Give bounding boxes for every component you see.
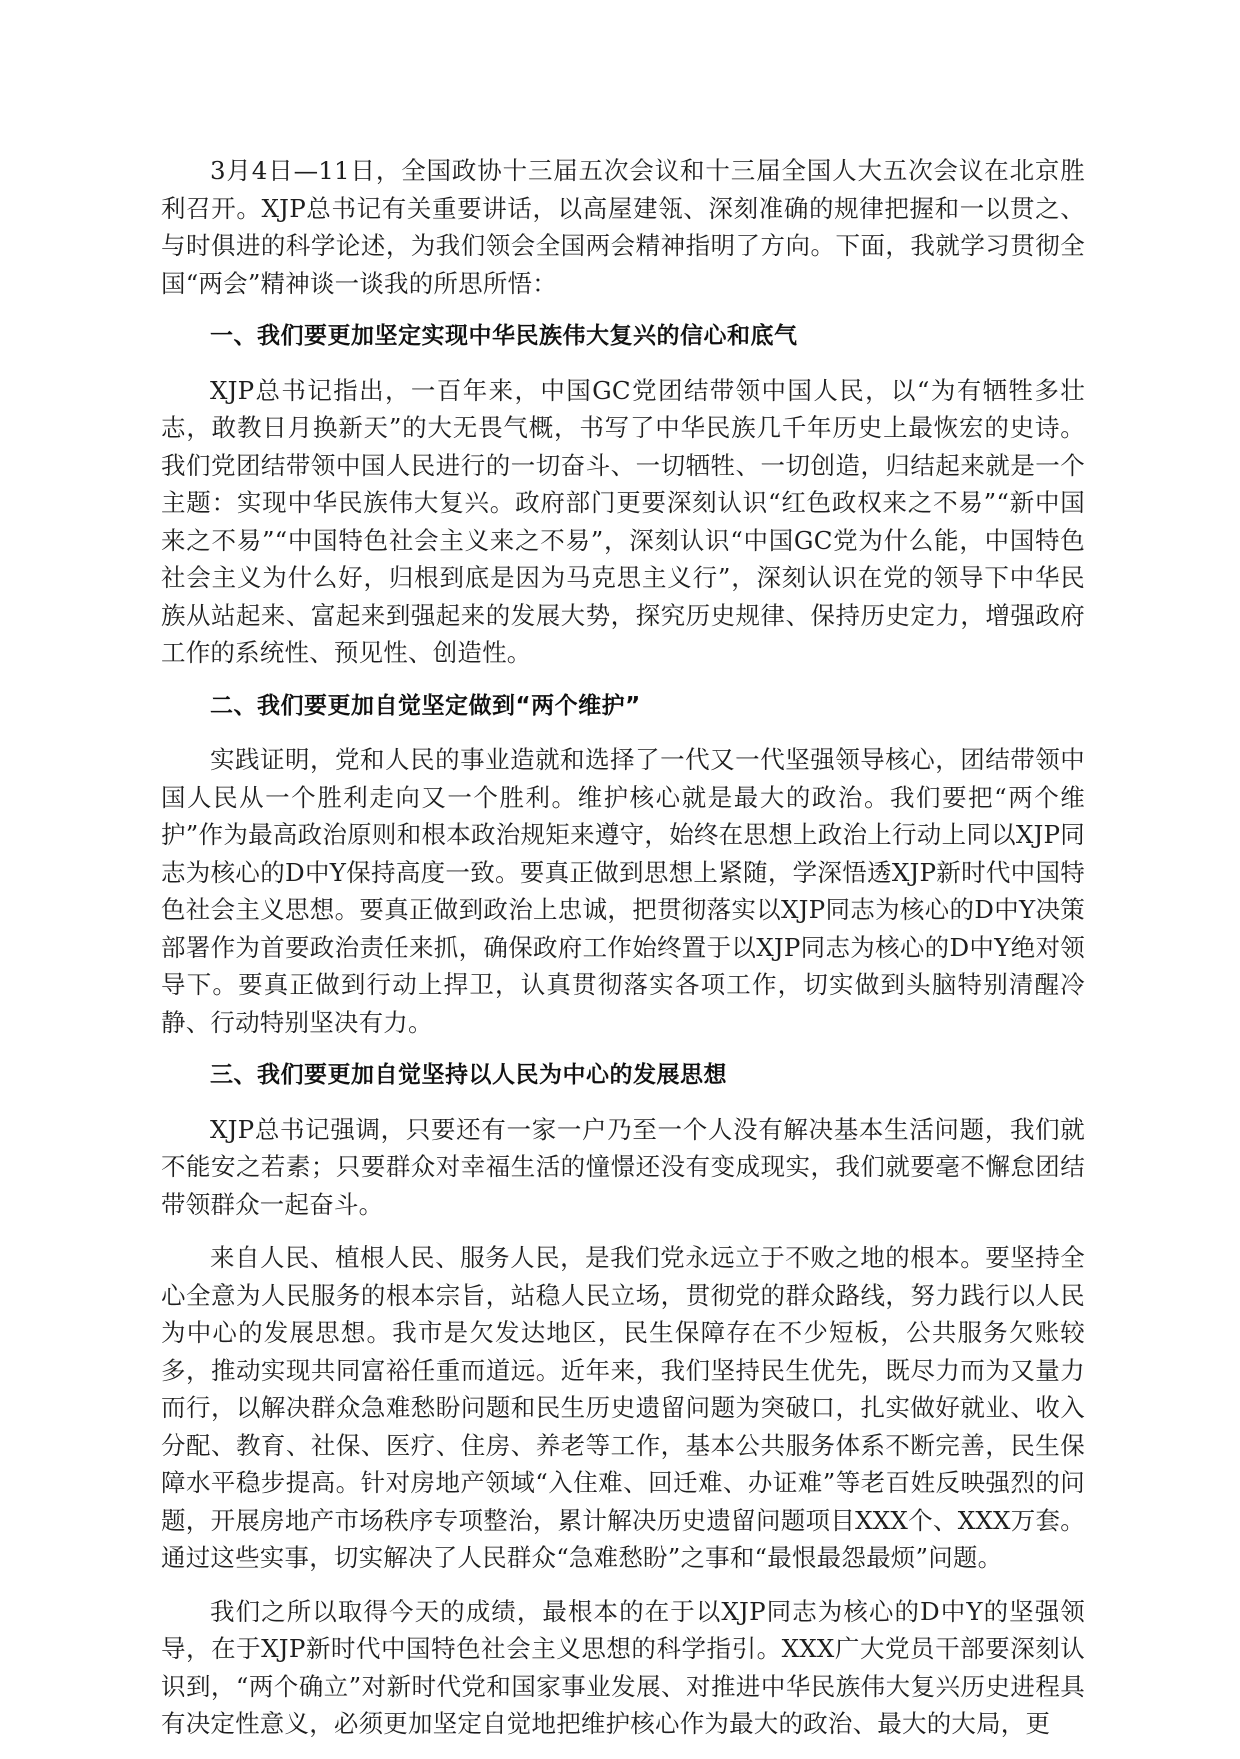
section-heading-1: 一、我们要更加坚定实现中华民族伟大复兴的信心和底气 <box>210 323 798 349</box>
section-2-paragraph: 实践证明，党和人民的事业造就和选择了一代又一代坚强领导核心，团结带领中国人民从一个胜利走向又一个胜利。维护核心就是最大的政治。我们要把“两个维护”作为最高政治原则和根本政治规矩来遵守，始终在思想上政治上行动上同以XJP同志为核心的D中Y保持高度一致。要真正做到思想上紧随，学深悟透XJP新时代中国特色社会主义思想。要真正做到政治上忠诚，把贯彻落实以XJP同志为核心的D中Y决策部署作为首要政治责任来抓，确保政府工作始终置于以XJP同志为核心的D中Y绝对领导下。要真正做到行动上捍卫，认真贯彻落实各项工作，切实做到头脑特别清醒冷静、行动特别坚决有力。 <box>161 745 1085 1037</box>
section-3-paragraph-2: 来自人民、植根人民、服务人民，是我们党永远立于不败之地的根本。要坚持全心全意为人民服务的根本宗旨，站稳人民立场，贯彻党的群众路线，努力践行以人民为中心的发展思想。我市是欠发达地区，民生保障存在不少短板，公共服务欠账较多，推动实现共同富裕任重而道远。近年来，我们坚持民生优先，既尽力而为又量力而行，以解决群众急难愁盼问题和民生历史遗留问题为突破口，扎实做好就业、收入分配、教育、社保、医疗、住房、养老等工作，基本公共服务体系不断完善，民生保障水平稳步提高。针对房地产领域“入住难、回迁难、办证难”等老百姓反映强烈的问题，开展房地产市场秩序专项整治，累计解决历史遗留问题项目XXX个、XXX万套。通过这些实事，切实解决了人民群众“急难愁盼”之事和“最恨最怨最烦”问题。 <box>161 1243 1085 1572</box>
document-body <box>161 152 1085 1759</box>
section-1-paragraph: XJP总书记指出，一百年来，中国GC党团结带领中国人民，以“为有牺牲多壮志，敢教日月换新天”的大无畏气概，书写了中华民族几千年历史上最恢宏的史诗。我们党团结带领中国人民进行的一切奋斗、一切牺牲、一切创造，归结起来就是一个主题：实现中华民族伟大复兴。政府部门更要深刻认识“红色政权来之不易”“新中国来之不易”“中国特色社会主义来之不易”，深刻认识“中国GC党为什么能，中国特色社会主义为什么好，归根到底是因为马克思主义行”，深刻认识在党的领导下中华民族从站起来、富起来到强起来的发展大势，探究历史规律、保持历史定力，增强政府工作的系统性、预见性、创造性。 <box>161 375 1085 667</box>
section-heading-3: 三、我们要更加自觉坚持以人民为中心的发展思想 <box>210 1062 727 1088</box>
section-3-paragraph-3: 我们之所以取得今天的成绩，最根本的在于以XJP同志为核心的D中Y的坚强领导，在于XJP新时代中国特色社会主义思想的科学指引。XXX广大党员干部要深刻认识到，“两个确立”对新时代党和国家事业发展、对推进中华民族伟大复兴历史进程具有决定性意义，必须更加坚定自觉地把维护核心作为最大的政治、最大的大局，更 <box>161 1596 1085 1738</box>
section-heading-2: 二、我们要更加自觉坚定做到“两个维护” <box>210 692 641 719</box>
section-3-paragraph-1: XJP总书记强调，只要还有一家一户乃至一个人没有解决基本生活问题，我们就不能安之若素；只要群众对幸福生活的憧憬还没有变成现实，我们就要毫不懈怠团结带领群众一起奋斗。 <box>161 1114 1085 1219</box>
intro-paragraph: 3月4日—11日，全国政协十三届五次会议和十三届全国人大五次会议在北京胜利召开。XJP总书记有关重要讲话，以高屋建瓴、深刻准确的规律把握和一以贯之、与时俱进的科学论述，为我们领会全国两会精神指明了方向。下面，我就学习贯彻全国“两会”精神谈一谈我的所思所悟： <box>161 156 1085 298</box>
